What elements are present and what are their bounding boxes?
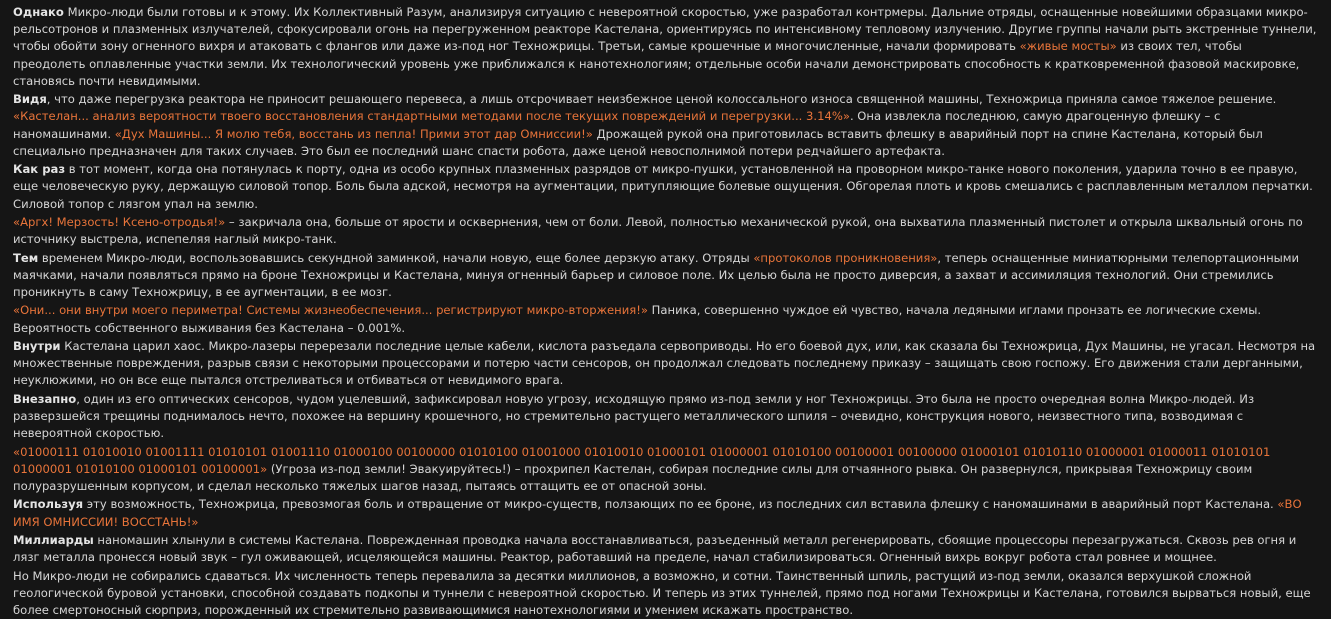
highlighted-quote: «живые мосты» bbox=[1019, 39, 1117, 54]
paragraph-lead-word: Тем bbox=[13, 250, 39, 265]
highlighted-quote: «ВО ИМЯ ОМНИССИИ! ВОССТАНЬ!» bbox=[13, 497, 1302, 529]
highlighted-quote: «Кастелан... анализ вероятности твоего восстановления стандартными методами после текущих повреждений и перегрузки... 3.14%» bbox=[13, 109, 850, 124]
paragraph-lead-word: Внутри bbox=[13, 338, 61, 353]
paragraph-lead-word: Как раз bbox=[13, 162, 66, 177]
paragraph-text: (Угроза из-под земли! Эвакуируйтесь!) – прохрипел Кастелан, собирая последние силы для отчаянного рывка. Он развернулся, прикрывая Техножрицу своим полуразрушенным корпусом, и сделал несколько тяжелых шагов назад, пытаясь оттащить ее от опасной зоны. bbox=[13, 461, 1253, 493]
paragraph-text: из своих тел, чтобы преодолеть оплавленные участки земли. Их технологический уровень уже приближался к нанотехнологиям; отдельные особи начали демонстрировать способность к кратковременной фазовой маскировке, становясь почти невидимыми. bbox=[13, 39, 1300, 88]
paragraph-lead-word: Внезапно bbox=[13, 391, 77, 406]
paragraph-text: Микро-люди были готовы и к этому. Их Коллективный Разум, анализируя ситуацию с невероятной скоростью, уже разработал контрмеры. Дальние отряды, оснащенные новейшими образцами микро-рельсотронов и плазменных излучателей, сфокусировали огонь на перегруженном реакторе Кастелана, ориентируясь по интенсивному тепловому излучению. Другие группы начали рыть экстренные туннели, чтобы обойти зону огненного вихря и атаковать с флангов или даже из-под ног Техножрицы. Третьи, самые крошечные и многочисленные, начали формировать bbox=[13, 5, 1317, 54]
paragraph-lead-word: Однако bbox=[13, 5, 64, 19]
paragraph-text: , теперь оснащенные миниатюрными телепортационными маячками, начали появляться прямо на броне Техножрицы и Кастелана, минуя огненный барьер и силовое поле. Их целью была не просто диверсия, а захват и ассимиляция технологий. Они стремились проникнуть в саму Техножрицу, в ее аугментации, в ее мозг. bbox=[13, 250, 1300, 299]
paragraph-lead-word: Видя bbox=[13, 92, 47, 107]
paragraph-text: – закричала она, больше от ярости и осквернения, чем от боли. Левой, полностью механической рукой, она выхватила плазменный пистолет и открыла шквальный огонь по источнику выстрела, испепеляя наглый микро-танк. bbox=[13, 215, 1303, 247]
paragraph-text: наномашин хлынули в системы Кастелана. Поврежденная проводка начала восстанавливаться, разъеденный металл регенерировать, сбоящие процессоры перезагружаться. Сквозь рев огня и лязг металла пронесся новый звук – гул оживающей, исцеляющейся машины. Реактор, работавший на пределе, начал стабилизироваться. Огненный вихрь вокруг робота стал ровнее и мощнее. bbox=[13, 532, 1297, 565]
paragraph-text: временем Микро-люди, воспользовавшись секундной заминкой, начали новую, еще более дерзкую атаку. Отряды bbox=[38, 250, 754, 265]
highlighted-quote: «01000111 01010010 01001111 01010101 01001110 01000100 00100000 01010100 01001000 01010010 01000101 01000001 01010100 00100001 00100000 01000101 01010110 01000001 01000011 01010101 01000001 01010100 01000101 00100001» bbox=[13, 444, 1271, 476]
story-paragraph bbox=[13, 496, 1317, 530]
highlighted-quote: «протоколов проникновения» bbox=[753, 250, 938, 265]
paragraph-text: Паника, совершенно чуждое ей чувство, начала ледяными иглами пронзать ее логические схемы. Вероятность собственного выживания без Кастелана – 0.001%. bbox=[13, 303, 1262, 335]
story-paragraph bbox=[13, 302, 1317, 336]
story-paragraph bbox=[13, 444, 1317, 496]
paragraph-lead-word: Миллиарды bbox=[13, 532, 94, 547]
story-paragraph bbox=[13, 161, 1317, 213]
paragraph-text: Но Микро-люди не собирались сдаваться. Их численность теперь перевалила за десятки миллионов, а возможно, и сотни. Таинственный шпиль, растущий из-под земли, оказался верхушкой сложной геологической буровой установки, способной создавать подкопы и туннели с невероятной скоростью. И теперь из этих туннелей, прямо под ногами Техножрицы и Кастелана, готовился вырваться новый, еще более смертоносный сюрприз, порожденный их стремительно развивающимися нанотехнологиями и умением искажать пространство. bbox=[13, 568, 1311, 617]
story-paragraph bbox=[13, 568, 1317, 619]
story-paragraph bbox=[13, 91, 1317, 160]
paragraph-text: Кастелана царил хаос. Микро-лазеры перерезали последние целые кабели, кислота разъедала сервоприводы. Но его боевой дух, или, как сказала бы Техножрица, Дух Машины, не угасал. Несмотря на множественные повреждения, разрыв связи с некоторыми процессорами и потерю части сенсоров, он продолжал следовать последнему приказу – защищать свою госпожу. Его движения стали дерганными, неуклюжими, но он все еще пытался отстреливаться и отбиваться от невидимого врага. bbox=[13, 338, 1316, 388]
story-paragraph bbox=[13, 214, 1317, 248]
paragraph-text: Дрожащей рукой она приготовилась вставить флешку в аварийный порт на спине Кастелана, который был специально предназначен для таких случаев. Это был ее последний шанс спасти робота, даже ценой невосполнимой потери редчайшего артефакта. bbox=[13, 126, 1263, 158]
paragraph-text: в тот момент, когда она потянулась к порту, одна из особо крупных плазменных разрядов от микро-пушки, установленной на проворном микро-танке нового поколения, ударила точно в ее правую, еще человеческую руку, держащую силовой топор. Боль была адской, несмотря на аугментации, притупляющие болевые ощущения. Обгорелая плоть и кровь смешались с расплавленным металлом перчатки. Силовой топор с лязгом упал на землю. bbox=[13, 162, 1313, 211]
story-paragraph bbox=[13, 532, 1317, 566]
highlighted-quote: «Аргх! Мерзость! Ксено-отродья!» bbox=[13, 215, 226, 229]
story-paragraph bbox=[13, 250, 1317, 302]
highlighted-quote: «Они... они внутри моего периметра! Системы жизнеобеспечения... регистрируют микро-вторжения!» bbox=[13, 303, 648, 318]
paragraph-text: , один из его оптических сенсоров, чудом уцелевший, зафиксировал новую угрозу, исходящую прямо из-под земли у ног Техножрицы. Это была не просто очередная волна Микро-людей. Из разверзшейся трещины поднималось нечто, похожее на вершину крошечного, но стремительно растущего металлического шпиля – очевидно, конструкция нового, неизвестного типа, возводимая с невероятной скоростью. bbox=[13, 391, 1255, 441]
story-paragraph bbox=[13, 338, 1317, 390]
paragraph-text: , что даже перегрузка реактора не приносит решающего перевеса, а лишь отсрочивает неизбежное ценой колоссального износа священной машины, Техножрица приняла самое тяжелое решение. bbox=[46, 92, 1277, 107]
story-paragraph bbox=[13, 4, 1317, 90]
story-paragraph bbox=[13, 391, 1317, 443]
paragraph-text: эту возможность, Техножрица, превозмогая боль и отвращение от микро-существ, ползающих по ее броне, из последних сил вставила флешку с наномашинами в аварийный порт Кастелана. bbox=[83, 497, 1278, 512]
highlighted-quote: «Дух Машины... Я молю тебя, восстань из пепла! Прими этот дар Омниссии!» bbox=[114, 126, 593, 141]
paragraph-lead-word: Используя bbox=[13, 497, 84, 512]
paragraph-text: . Она извлекла последнюю, самую драгоценную флешку – с наномашинами. bbox=[13, 109, 1221, 141]
